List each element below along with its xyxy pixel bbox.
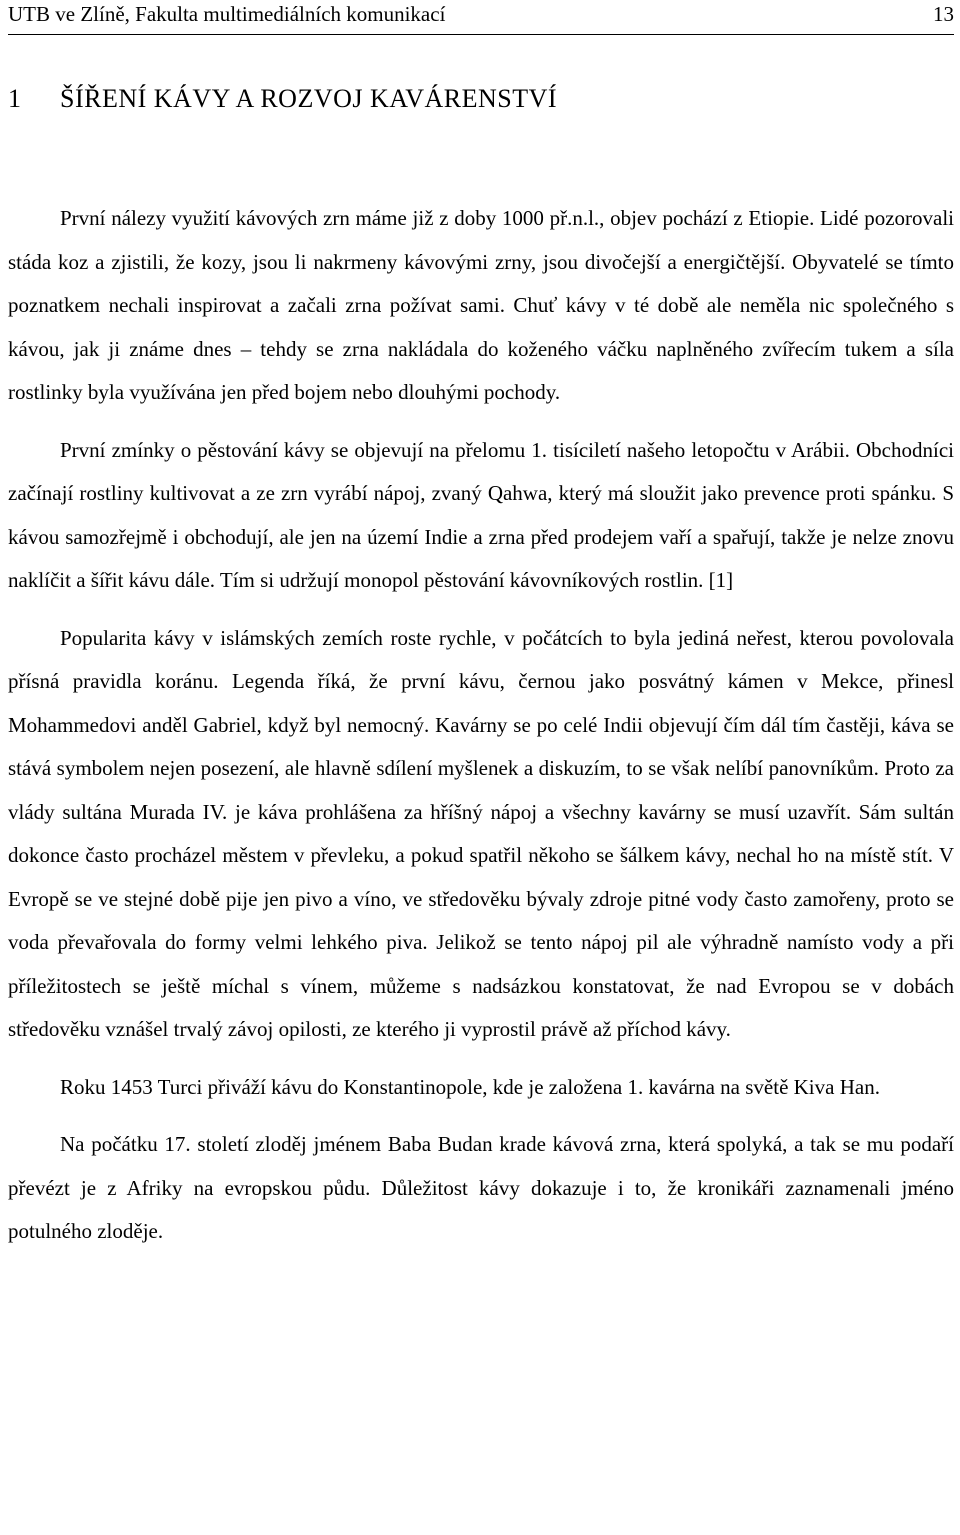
body-text xyxy=(8,197,954,1254)
chapter-heading xyxy=(8,82,557,116)
chapter-title: ŠÍŘENÍ KÁVY A ROZVOJ KAVÁRENSTVÍ xyxy=(60,84,558,113)
document-page xyxy=(8,0,954,1243)
running-header xyxy=(8,0,954,40)
header-title: UTB ve Zlíně, Fakulta multimediálních komunikací xyxy=(8,2,446,26)
paragraph: Na počátku 17. století zloděj jménem Baba Budan krade kávová zrna, která spolyká, a tak se mu podaří převézt je z Afriky na evropskou půdu. Důležitost kávy dokazuje i to, že kronikáři zaznamenali jméno potulného zloděje. xyxy=(8,1132,954,1243)
header-rule xyxy=(8,34,954,35)
chapter-number: 1 xyxy=(8,84,22,113)
page-number: 13 xyxy=(933,2,954,26)
paragraph: Popularita kávy v islámských zemích roste rychle, v počátcích to byla jediná neřest, kterou povolovala přísná pravidla koránu. Legenda říká, že první kávu, černou jako posvátný kámen v Mekce, přinesl Mohammedovi anděl Gabriel, když byl nemocný. Kavárny se po celé Indii objevují čím dál tím častěji, káva se stává symbolem nejen posezení, ale hlavně sdílení myšlenek a diskuzím, to se však nelíbí panovníkům. Proto za vlády sultána Murada IV. je káva prohlášena za hříšný nápoj a všechny kavárny se musí uzavřít. Sám sultán dokonce často procházel městem v převleku, a pokud spatřil někoho se šálkem kávy, nechal ho na místě stít. V Evropě se ve stejné době pije jen pivo a víno, ve středověku bývaly zdroje pitné vody často zamořeny, proto se voda převařovala do formy velmi lehkého piva. Jelikož se tento nápoj pil ale výhradně namísto vody a při příležitostech se ještě míchal s vínem, můžeme s nadsázkou konstatovat, že nad Evropou se v dobách středověku vznášel trvalý závoj opilosti, ze kterého ji vyprostil právě až příchod kávy. xyxy=(8,625,954,1041)
paragraph: První zmínky o pěstování kávy se objevují na přelomu 1. tisíciletí našeho letopočtu v Arábii. Obchodníci začínají rostliny kultivovat a ze zrn vyrábí nápoj, zvaný Qahwa, který má sloužit jako prevence proti spánku. S kávou samozřejmě i obchodují, ale jen na území Indie a zrna před prodejem vaří a spařují, takže je nelze znovu naklíčit a šířit kávu dále. Tím si udržují monopol pěstování kávovníkových rostlin. [1] xyxy=(8,437,954,592)
paragraph: Roku 1453 Turci přiváží kávu do Konstantinopole, kde je založena 1. kavárna na světě Kiva Han. xyxy=(60,1074,880,1099)
paragraph: První nálezy využití kávových zrn máme již z doby 1000 př.n.l., objev pochází z Etiopie. Lidé pozorovali stáda koz a zjistili, že kozy, jsou li nakrmeny kávovými zrny, jsou divočejší a energičtější. Obyvatelé se tímto poznatkem nechali inspirovat a začali zrna požívat sami. Chuť kávy v té době ale neměla nic společného s kávou, jak ji známe dnes – tehdy se zrna nakládala do koženého váčku naplněného zvířecím tukem a síla rostlinky byla využívána jen před bojem nebo dlouhými pochody. xyxy=(8,206,954,404)
